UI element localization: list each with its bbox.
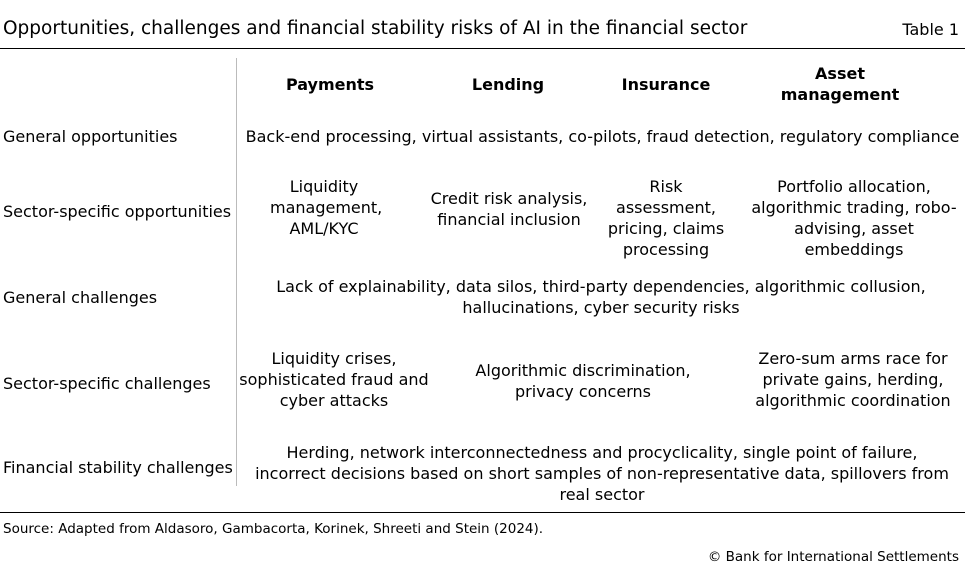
table-title: Opportunities, challenges and financial stability risks of AI in the financial sector	[3, 18, 748, 39]
sector-opportunities-payments: Liquidity management, AML/KYC	[270, 177, 383, 238]
source-note: Source: Adapted from Aldasoro, Gambacorta, Korinek, Shreeti and Stein (2024).	[3, 521, 544, 537]
copyright-note: © Bank for International Settlements	[707, 549, 959, 565]
row-label-sector-challenges: Sector-specific challenges	[3, 374, 211, 393]
sector-opportunities-lending: Credit risk analysis, financial inclusion	[430, 189, 588, 229]
column-divider	[236, 58, 237, 486]
header-insurance: Insurance	[621, 75, 711, 94]
header-payments: Payments	[285, 75, 375, 94]
row-label-general-challenges: General challenges	[3, 288, 158, 307]
sector-opportunities-asset-management: Portfolio allocation, algorithmic trading, robo-advising, asset embeddings	[751, 177, 957, 259]
bottom-rule	[0, 512, 965, 513]
sector-challenges-payments: Liquidity crises, sophisticated fraud and cyber attacks	[239, 349, 429, 410]
top-rule	[0, 48, 965, 49]
header-lending: Lending	[471, 75, 545, 94]
table-number: Table 1	[902, 20, 959, 39]
general-challenges-text: Lack of explainability, data silos, third-party dependencies, algorithmic collusion, hallucinations, cyber security risks	[276, 277, 926, 317]
sector-challenges-lending-insurance: Algorithmic discrimination, privacy concerns	[475, 361, 691, 401]
general-opportunities-text: Back-end processing, virtual assistants, co-pilots, fraud detection, regulatory compliance	[245, 127, 960, 146]
sector-challenges-asset-management: Zero-sum arms race for private gains, herding, algorithmic coordination	[755, 349, 951, 410]
row-label-general-opportunities: General opportunities	[3, 127, 178, 146]
row-label-financial-stability: Financial stability challenges	[3, 458, 233, 477]
header-asset-management: Asset management	[780, 64, 900, 104]
sector-opportunities-insurance: Risk assessment, pricing, claims processing	[607, 177, 725, 259]
row-label-sector-opportunities: Sector-specific opportunities	[3, 202, 232, 221]
financial-stability-text: Herding, network interconnectedness and procyclicality, single point of failure, incorrect decisions based on short samples of non-representative data, spillovers from real sector	[255, 443, 949, 504]
